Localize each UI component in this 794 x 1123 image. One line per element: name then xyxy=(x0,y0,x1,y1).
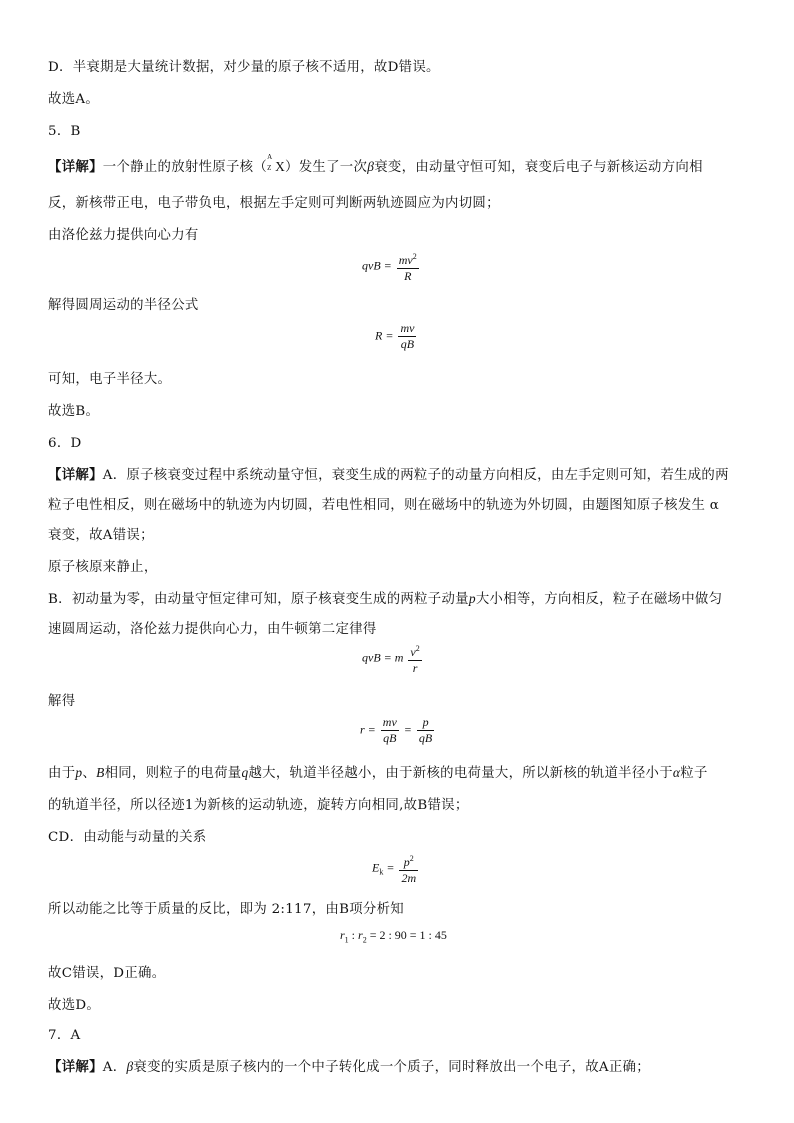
text-span: 大小相等，方向相反，粒子在磁场中做匀 xyxy=(475,592,723,607)
charge-symbol: q xyxy=(241,765,249,780)
answer-6: 6．D xyxy=(48,436,82,451)
denominator: R xyxy=(404,269,412,283)
subscript: k xyxy=(379,867,384,877)
ratio-value: = 2 : 90 = 1 : 45 xyxy=(366,928,447,942)
answer-7: 7．A xyxy=(48,1028,81,1043)
text-span: 衰变，由动量守恒可知，衰变后电子与新核运动方向相 xyxy=(374,160,703,175)
atomic-number: Z xyxy=(267,164,272,172)
mass-number: A xyxy=(267,153,273,161)
equation-radius-ratio xyxy=(340,928,447,944)
text-span: 粒子 xyxy=(680,766,708,781)
text-line-a-wrong: 衰变，故A错误； xyxy=(48,528,154,543)
beta-symbol: β xyxy=(367,159,375,174)
equation-r-mv-qb xyxy=(375,322,418,351)
fraction xyxy=(408,642,421,675)
equation-qvb-mv2-r-small xyxy=(362,642,424,675)
answer-5: 5．B xyxy=(48,124,81,139)
denominator: 2m xyxy=(401,871,417,885)
text-line-choose-d: 故选D。 xyxy=(48,998,101,1013)
momentum-symbol: p xyxy=(468,591,476,606)
numerator: mv xyxy=(382,715,397,729)
text-line-electron-radius: 可知，电子半径大。 xyxy=(48,372,172,387)
text-line-explain-7 xyxy=(48,1056,650,1075)
detail-tag: 【详解】 xyxy=(48,467,103,483)
text-line-solve: 解得 xyxy=(48,694,76,709)
fraction xyxy=(399,852,418,885)
element-symbol: X xyxy=(275,159,286,174)
text-line-inverse-ratio: 所以动能之比等于质量的反比，即为 2:117，由B项分析知 xyxy=(48,902,404,917)
momentum-symbol: p xyxy=(75,765,83,780)
numerator: v xyxy=(410,645,416,659)
text-line-lorentz-force: 由洛伦兹力提供向心力有 xyxy=(48,228,199,243)
text-span: 、 xyxy=(82,766,97,781)
text-line-charge-radius xyxy=(48,762,708,781)
numerator: p xyxy=(403,855,410,869)
numerator: p xyxy=(417,716,434,731)
denominator: qB xyxy=(418,731,433,745)
text-span: 衰变的实质是原子核内的一个中子转化成一个质子，同时释放出一个电子，故A正确； xyxy=(133,1060,650,1075)
numerator: mv xyxy=(398,253,413,267)
text-line-track-1: 的轨道半径，所以径迹1为新核的运动轨迹，旋转方向相同,故B错误； xyxy=(48,798,469,813)
exponent: 2 xyxy=(415,644,420,653)
denominator: qB xyxy=(400,337,415,351)
denominator: r xyxy=(412,661,418,675)
text-line-choose-b: 故选B。 xyxy=(48,404,100,419)
fraction xyxy=(417,716,434,745)
text-span: 由于 xyxy=(48,766,76,781)
text-line-kinetic-momentum: CD．由动能与动量的关系 xyxy=(48,830,207,845)
r1-symbol: r xyxy=(340,928,345,942)
text-line-at-rest: 原子核原来静止， xyxy=(48,560,158,575)
text-span: A． xyxy=(102,1060,127,1075)
r2-symbol: r xyxy=(358,928,363,942)
eq-lhs: qvB = m xyxy=(362,650,404,665)
equals-sign: = xyxy=(386,860,395,875)
text-line-explain-6b xyxy=(48,588,722,607)
denominator: qB xyxy=(383,731,397,745)
eq-lhs: r = xyxy=(360,722,376,737)
fraction xyxy=(398,322,416,351)
equation-r-p-qb xyxy=(360,716,436,745)
text-span: ）发生了一次 xyxy=(285,160,368,175)
equation-qvb-mv2-r xyxy=(362,250,421,283)
text-span: B．初动量为零，由动量守恒定律可知，原子核衰变生成的两粒子动量 xyxy=(48,592,469,607)
text-span: 越大，轨道半径越小，由于新核的电荷量大，所以新核的轨道半径小于 xyxy=(248,766,673,781)
alpha-symbol: α xyxy=(672,765,681,780)
subscript: 1 xyxy=(344,935,349,945)
text-line-newton-second: 速圆周运动，洛伦兹力提供向心力，由牛顿第二定律得 xyxy=(48,622,377,637)
fraction xyxy=(397,250,419,283)
text-line-c-wrong-d-right: 故C错误，D正确。 xyxy=(48,966,166,981)
text-line-opposite-direction: 反，新核带正电，电子带负电，根据左手定则可判断两轨迹圆应为内切圆； xyxy=(48,196,500,211)
nuclide-symbol xyxy=(267,153,286,175)
text-line-choose-a: 故选A。 xyxy=(48,92,100,107)
eq-lhs: E xyxy=(372,860,380,875)
equation-ek-p2-2m xyxy=(372,852,420,885)
equals-sign: = xyxy=(403,722,412,737)
field-symbol: B xyxy=(96,765,105,780)
exponent: 2 xyxy=(409,854,414,863)
text-line-explain-5 xyxy=(48,153,703,175)
text-line-d-half-life: D．半衰期是大量统计数据，对少量的原子核不适用，故D错误。 xyxy=(48,60,440,75)
detail-tag: 【详解】 xyxy=(48,1059,103,1075)
eq-lhs: R = xyxy=(375,328,394,343)
text-span: 一个静止的放射性原子核（ xyxy=(102,160,268,175)
eq-lhs: qvB = xyxy=(362,258,392,273)
text-line-radius-formula: 解得圆周运动的半径公式 xyxy=(48,298,199,313)
numerator: mv xyxy=(400,321,415,335)
text-line-circle-types: 粒子电性相反，则在磁场中的轨迹为内切圆，若电性相同，则在磁场中的轨迹为外切圆，由题图知原子核发生 α xyxy=(48,498,720,513)
exponent: 2 xyxy=(412,252,417,261)
fraction xyxy=(381,716,399,745)
colon: : xyxy=(348,928,359,942)
text-span: A．原子核衰变过程中系统动量守恒，衰变生成的两粒子的动量方向相反，由左手定则可知，若生成的两 xyxy=(102,468,729,483)
beta-symbol: β xyxy=(126,1059,134,1074)
subscript: 2 xyxy=(362,935,367,945)
detail-tag: 【详解】 xyxy=(48,159,103,175)
text-span: 相同，则粒子的电荷量 xyxy=(104,766,242,781)
text-line-explain-6a xyxy=(48,464,729,483)
